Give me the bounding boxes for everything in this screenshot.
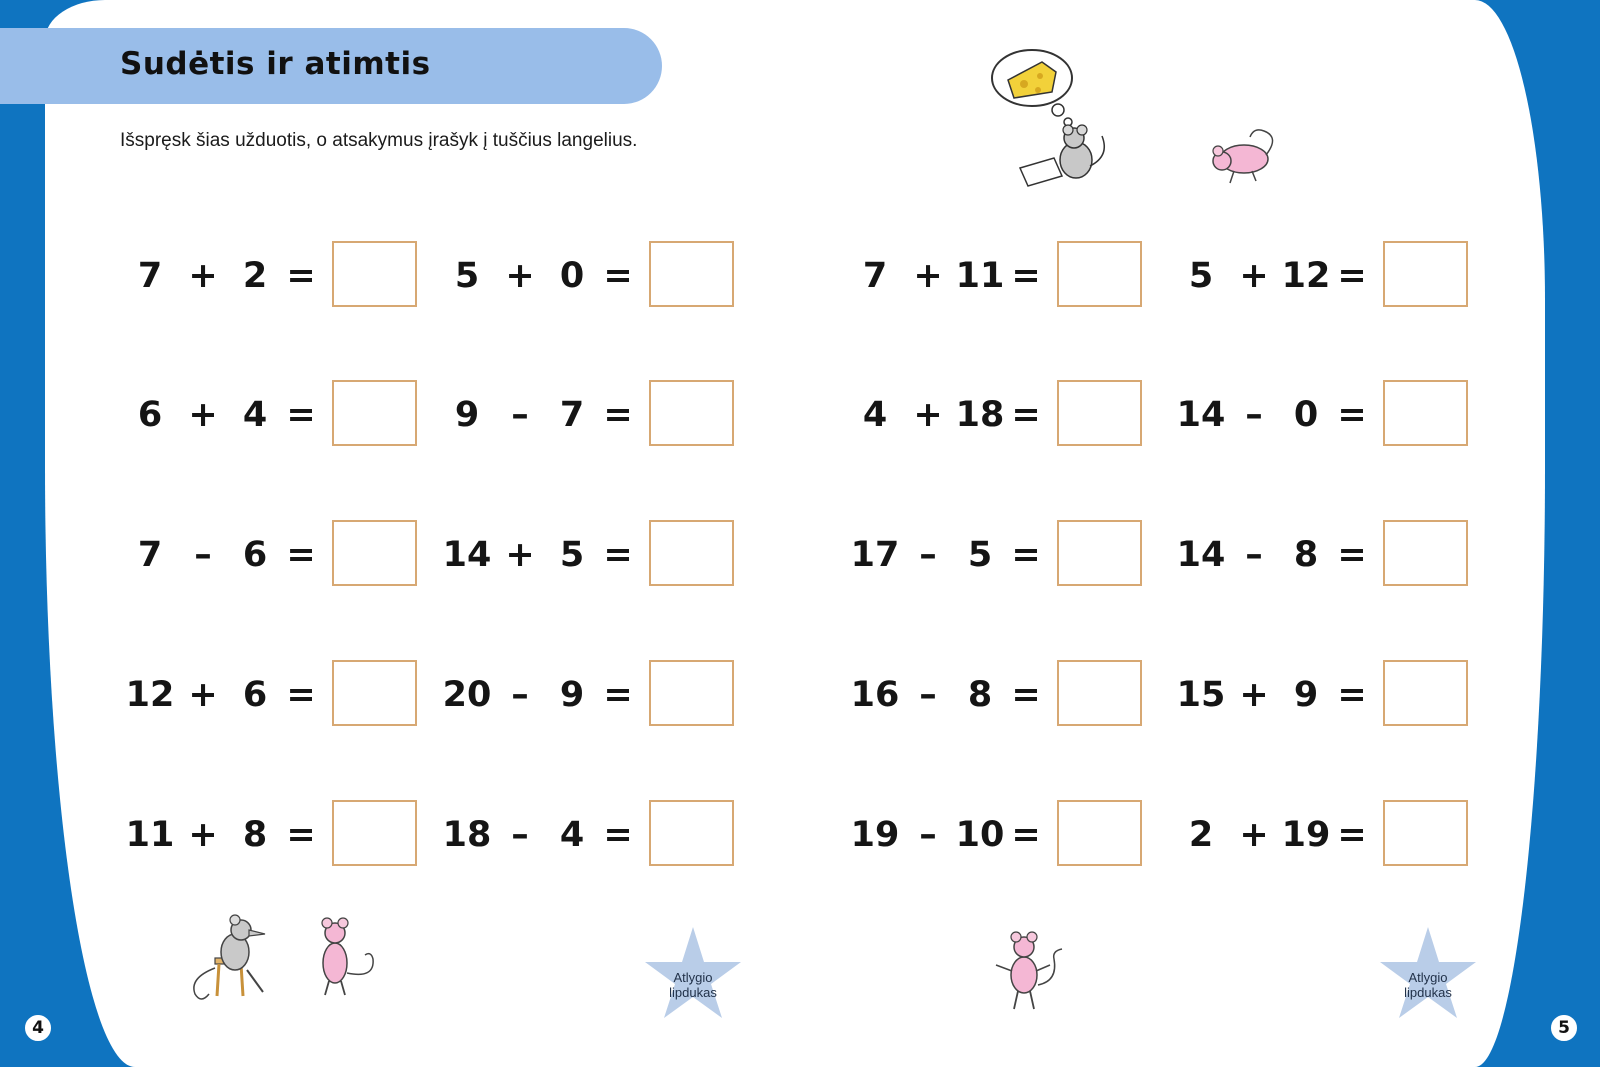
answer-box[interactable] [332, 241, 417, 307]
equals-sign: = [1011, 815, 1041, 855]
answer-box[interactable] [332, 800, 417, 866]
answer-box[interactable] [1383, 241, 1468, 307]
equals-sign: = [1337, 815, 1367, 855]
equals-sign: = [1337, 535, 1367, 575]
operator: + [913, 395, 943, 435]
operand-b: 5 [559, 535, 585, 575]
operator: + [1239, 256, 1269, 296]
equals-sign: = [1337, 256, 1367, 296]
answer-box[interactable] [1057, 520, 1142, 586]
reward-sticker-line2: lipdukas [669, 985, 717, 1000]
operand-b: 9 [559, 675, 585, 715]
equals-sign: = [603, 395, 633, 435]
equals-sign: = [1337, 675, 1367, 715]
equals-sign: = [1011, 256, 1041, 296]
answer-box[interactable] [1057, 380, 1142, 446]
pink-mouse-waving-illustration [990, 925, 1070, 1017]
equals-sign: = [286, 675, 316, 715]
operand-a: 19 [850, 815, 900, 855]
equals-sign: = [603, 675, 633, 715]
operand-a: 7 [137, 256, 163, 296]
page-title: Sudėtis ir atimtis [120, 46, 431, 82]
operand-a: 4 [862, 395, 888, 435]
grey-mouse-on-chair-illustration [185, 908, 280, 1008]
operand-a: 17 [850, 535, 900, 575]
operand-a: 11 [125, 815, 175, 855]
page-number-left: 4 [22, 1012, 54, 1044]
equals-sign: = [286, 256, 316, 296]
operand-a: 7 [862, 256, 888, 296]
operator: – [919, 815, 937, 855]
operand-b: 4 [242, 395, 268, 435]
answer-box[interactable] [649, 520, 734, 586]
equals-sign: = [1011, 395, 1041, 435]
answer-box[interactable] [649, 660, 734, 726]
pink-mouse-illustration [1200, 125, 1290, 195]
operand-a: 6 [137, 395, 163, 435]
operand-b: 8 [1293, 535, 1319, 575]
operand-b: 0 [559, 256, 585, 296]
operator: – [1245, 395, 1263, 435]
equals-sign: = [286, 535, 316, 575]
answer-box[interactable] [649, 800, 734, 866]
equals-sign: = [286, 395, 316, 435]
equals-sign: = [1337, 395, 1367, 435]
operand-a: 15 [1176, 675, 1226, 715]
mouse-reading-illustration [990, 40, 1130, 190]
operand-a: 16 [850, 675, 900, 715]
operand-a: 9 [454, 395, 480, 435]
instruction-text: Išspręsk šias užduotis, o atsakymus įrašyk į tuščius langelius. [120, 130, 638, 151]
operand-a: 12 [125, 675, 175, 715]
operator: – [511, 395, 529, 435]
reward-sticker-line2: lipdukas [1404, 985, 1452, 1000]
operand-b: 2 [242, 256, 268, 296]
operand-a: 5 [1188, 256, 1214, 296]
answer-box[interactable] [1383, 520, 1468, 586]
reward-sticker-label [643, 970, 743, 1000]
equals-sign: = [603, 535, 633, 575]
operand-b: 12 [1281, 256, 1331, 296]
answer-box[interactable] [649, 380, 734, 446]
operand-a: 14 [1176, 535, 1226, 575]
page-number-right: 5 [1548, 1012, 1580, 1044]
operand-b: 5 [967, 535, 993, 575]
operand-b: 11 [955, 256, 1005, 296]
operand-a: 2 [1188, 815, 1214, 855]
operand-b: 4 [559, 815, 585, 855]
operand-a: 5 [454, 256, 480, 296]
answer-box[interactable] [1383, 380, 1468, 446]
operator: + [188, 675, 218, 715]
operand-b: 7 [559, 395, 585, 435]
equals-sign: = [603, 256, 633, 296]
operand-b: 8 [967, 675, 993, 715]
answer-box[interactable] [1383, 660, 1468, 726]
operator: + [505, 535, 535, 575]
operator: – [919, 535, 937, 575]
answer-box[interactable] [332, 380, 417, 446]
equals-sign: = [1011, 535, 1041, 575]
operator: – [1245, 535, 1263, 575]
operator: + [1239, 675, 1269, 715]
operator: – [511, 675, 529, 715]
answer-box[interactable] [1383, 800, 1468, 866]
operand-a: 14 [442, 535, 492, 575]
operand-b: 0 [1293, 395, 1319, 435]
operand-a: 14 [1176, 395, 1226, 435]
answer-box[interactable] [332, 520, 417, 586]
answer-box[interactable] [649, 241, 734, 307]
operator: – [194, 535, 212, 575]
operator: + [188, 815, 218, 855]
pink-mouse-standing-illustration [305, 905, 385, 1005]
operand-a: 7 [137, 535, 163, 575]
operand-b: 10 [955, 815, 1005, 855]
operand-b: 6 [242, 535, 268, 575]
answer-box[interactable] [1057, 660, 1142, 726]
operand-b: 9 [1293, 675, 1319, 715]
operator: + [1239, 815, 1269, 855]
answer-box[interactable] [332, 660, 417, 726]
operator: + [913, 256, 943, 296]
equals-sign: = [1011, 675, 1041, 715]
operand-a: 18 [442, 815, 492, 855]
operator: + [188, 395, 218, 435]
equals-sign: = [603, 815, 633, 855]
operator: + [505, 256, 535, 296]
operator: – [511, 815, 529, 855]
reward-sticker-line1: Atlygio [673, 970, 713, 985]
equals-sign: = [286, 815, 316, 855]
reward-sticker-line1: Atlygio [1408, 970, 1448, 985]
answer-box[interactable] [1057, 800, 1142, 866]
operator: + [188, 256, 218, 296]
operand-b: 19 [1281, 815, 1331, 855]
reward-sticker-label [1378, 970, 1478, 1000]
operand-b: 18 [955, 395, 1005, 435]
operand-b: 8 [242, 815, 268, 855]
operand-b: 6 [242, 675, 268, 715]
operand-a: 20 [442, 675, 492, 715]
answer-box[interactable] [1057, 241, 1142, 307]
operator: – [919, 675, 937, 715]
